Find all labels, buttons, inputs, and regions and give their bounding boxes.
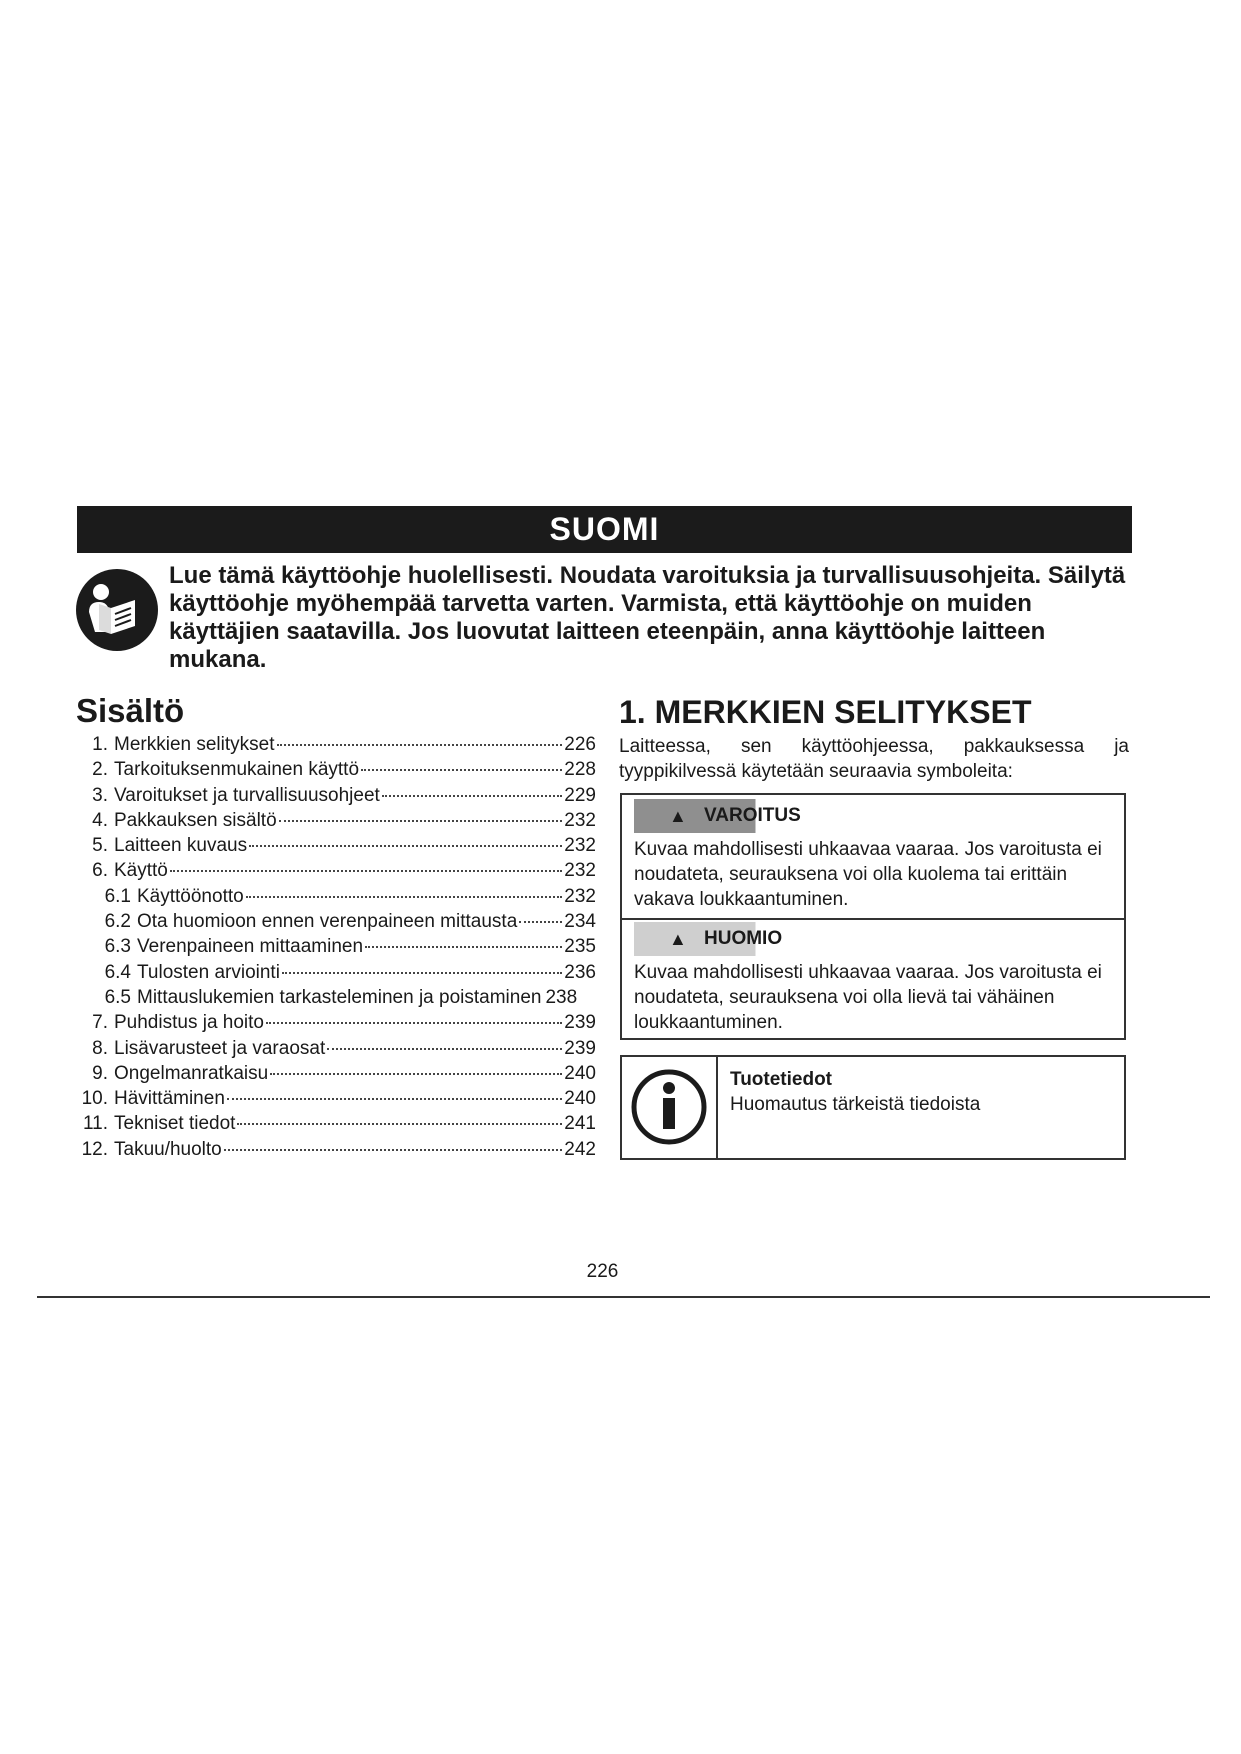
info-icon-cell <box>622 1057 718 1158</box>
toc-item-number: 6. <box>92 860 108 882</box>
section-title: 1. MERKKIEN SELITYKSET <box>619 694 1032 730</box>
toc-item-page: 234 <box>564 911 596 933</box>
toc-item-number: 1. <box>92 734 108 755</box>
toc-subitem[interactable] <box>76 960 596 985</box>
toc-subitem[interactable] <box>76 934 596 959</box>
toc-item-number: 6.2 <box>104 911 131 933</box>
toc-item-label: Tarkoituksenmukainen käyttö <box>114 759 360 781</box>
caution-text: Kuvaa mahdollisesti uhkaavaa vaaraa. Jos varoitusta ei noudateta, seurauksena voi olla lievä tai vähäinen loukkaantuminen. <box>634 962 1102 1033</box>
page-number: 226 <box>586 1261 619 1282</box>
intro-text: Lue tämä käyttöohje huolellisesti. Noudata varoituksia ja turvallisuusohjeita. Säilytä käyttöohje myöhempää tarvetta varten. Varmista, että käyttöohje on muiden käyttäjien saatavilla. Jos luovutat laitteen eteenpäin, anna käyttöohje laitteen mukana. <box>169 562 1126 673</box>
toc-item-number: 2. <box>92 759 108 781</box>
toc-title: Sisältö <box>76 692 185 729</box>
toc-item-label: Puhdistus ja hoito <box>114 1012 264 1034</box>
toc-item-number: 10. <box>81 1088 108 1110</box>
info-icon <box>630 1067 708 1147</box>
toc-item-page: 240 <box>564 1062 596 1084</box>
toc-item-page: 228 <box>564 759 596 781</box>
toc-item-label: Mittauslukemien tarkasteleminen ja poistaminen <box>137 986 542 1008</box>
toc-item-page: 229 <box>564 784 596 806</box>
toc-item-label: Pakkauksen sisältö <box>114 809 277 831</box>
footer-rule <box>37 1296 1210 1298</box>
toc-item[interactable] <box>76 858 596 883</box>
read-manual-icon <box>75 568 159 652</box>
divider <box>622 918 1124 920</box>
warning-heading <box>634 799 801 833</box>
toc-subitem[interactable] <box>76 909 596 934</box>
warning-text: Kuvaa mahdollisesti uhkaavaa vaaraa. Jos varoitusta ei noudateta, seurauksena voi olla kuolema tai erittäin vakava loukkaantuminen. <box>634 839 1102 910</box>
toc-item-label: Käyttö <box>114 860 168 882</box>
toc-item-label: Tulosten arviointi <box>137 961 280 983</box>
toc-item-page: 239 <box>564 1012 596 1034</box>
toc-item-page: 241 <box>564 1113 596 1135</box>
toc-item-label: Takuu/huolto <box>114 1138 222 1160</box>
toc-item-page: 232 <box>564 860 596 882</box>
toc-item-page: 236 <box>564 961 596 983</box>
warning-label: VAROITUS <box>704 805 801 826</box>
toc-item-number: 12. <box>81 1138 108 1160</box>
toc-item-number: 6.1 <box>104 885 131 907</box>
toc-item[interactable] <box>76 732 596 757</box>
toc-item-label: Merkkien selitykset <box>114 734 275 755</box>
toc-item[interactable] <box>76 808 596 833</box>
product-info-box <box>620 1055 1126 1160</box>
toc-item-page: 235 <box>564 936 596 958</box>
toc-item[interactable] <box>76 1137 596 1162</box>
toc-item-number: 6.3 <box>104 936 131 958</box>
toc-item[interactable] <box>76 783 596 808</box>
section-intro: Laitteessa, sen käyttöohjeessa, pakkauksessa ja tyyppikilvessä käytetään seuraavia symboleita: <box>619 736 1129 782</box>
toc-item[interactable] <box>76 833 596 858</box>
toc-item-number: 5. <box>92 835 108 857</box>
toc-item-label: Tekniset tiedot <box>114 1113 236 1135</box>
toc-item-label: Verenpaineen mittaaminen <box>137 936 364 958</box>
table-of-contents <box>76 732 596 1162</box>
toc-item-number: 6.4 <box>104 961 131 983</box>
warning-triangle-icon: ▲ <box>669 929 687 949</box>
toc-subitem[interactable] <box>76 985 596 1010</box>
toc-item-page: 232 <box>564 835 596 857</box>
toc-item-label: Laitteen kuvaus <box>114 835 248 857</box>
toc-item[interactable] <box>76 757 596 782</box>
language-banner: SUOMI <box>77 506 1132 553</box>
toc-item-number: 8. <box>92 1037 108 1059</box>
toc-item-page: 238 <box>545 986 578 1008</box>
info-text: Huomautus tärkeistä tiedoista <box>730 1094 981 1115</box>
toc-item[interactable] <box>76 1111 596 1136</box>
toc-item-number: 6.5 <box>104 986 131 1008</box>
toc-item-number: 4. <box>92 809 108 831</box>
caution-heading <box>634 922 790 956</box>
toc-subitem[interactable] <box>76 884 596 909</box>
caution-label: HUOMIO <box>704 928 783 949</box>
toc-item-page: 232 <box>564 809 596 831</box>
toc-item-label: Varoitukset ja turvallisuusohjeet <box>114 784 380 806</box>
toc-item-label: Ongelmanratkaisu <box>114 1062 269 1084</box>
warning-symbols-box <box>620 793 1126 1040</box>
toc-item-label: Ota huomioon ennen verenpaineen mittausta <box>137 911 518 933</box>
toc-item-page: 240 <box>564 1088 596 1110</box>
toc-item-number: 9. <box>92 1062 108 1084</box>
toc-item-page: 242 <box>564 1138 596 1160</box>
toc-item-page: 239 <box>564 1037 596 1059</box>
toc-item-number: 11. <box>82 1113 108 1135</box>
toc-item[interactable] <box>76 1061 596 1086</box>
toc-item[interactable] <box>76 1036 596 1061</box>
toc-item[interactable] <box>76 1010 596 1035</box>
toc-item-page: 232 <box>564 885 596 907</box>
toc-item-number: 7. <box>92 1012 108 1034</box>
toc-item-label: Hävittäminen <box>114 1088 225 1110</box>
toc-item-label: Lisävarusteet ja varaosat <box>114 1037 326 1059</box>
toc-item-page: 226 <box>564 734 596 755</box>
toc-item-label: Käyttöönotto <box>137 885 244 907</box>
warning-triangle-icon: ▲ <box>669 806 687 826</box>
toc-item[interactable] <box>76 1086 596 1111</box>
info-title: Tuotetiedot <box>730 1069 833 1090</box>
toc-item-number: 3. <box>92 784 108 806</box>
